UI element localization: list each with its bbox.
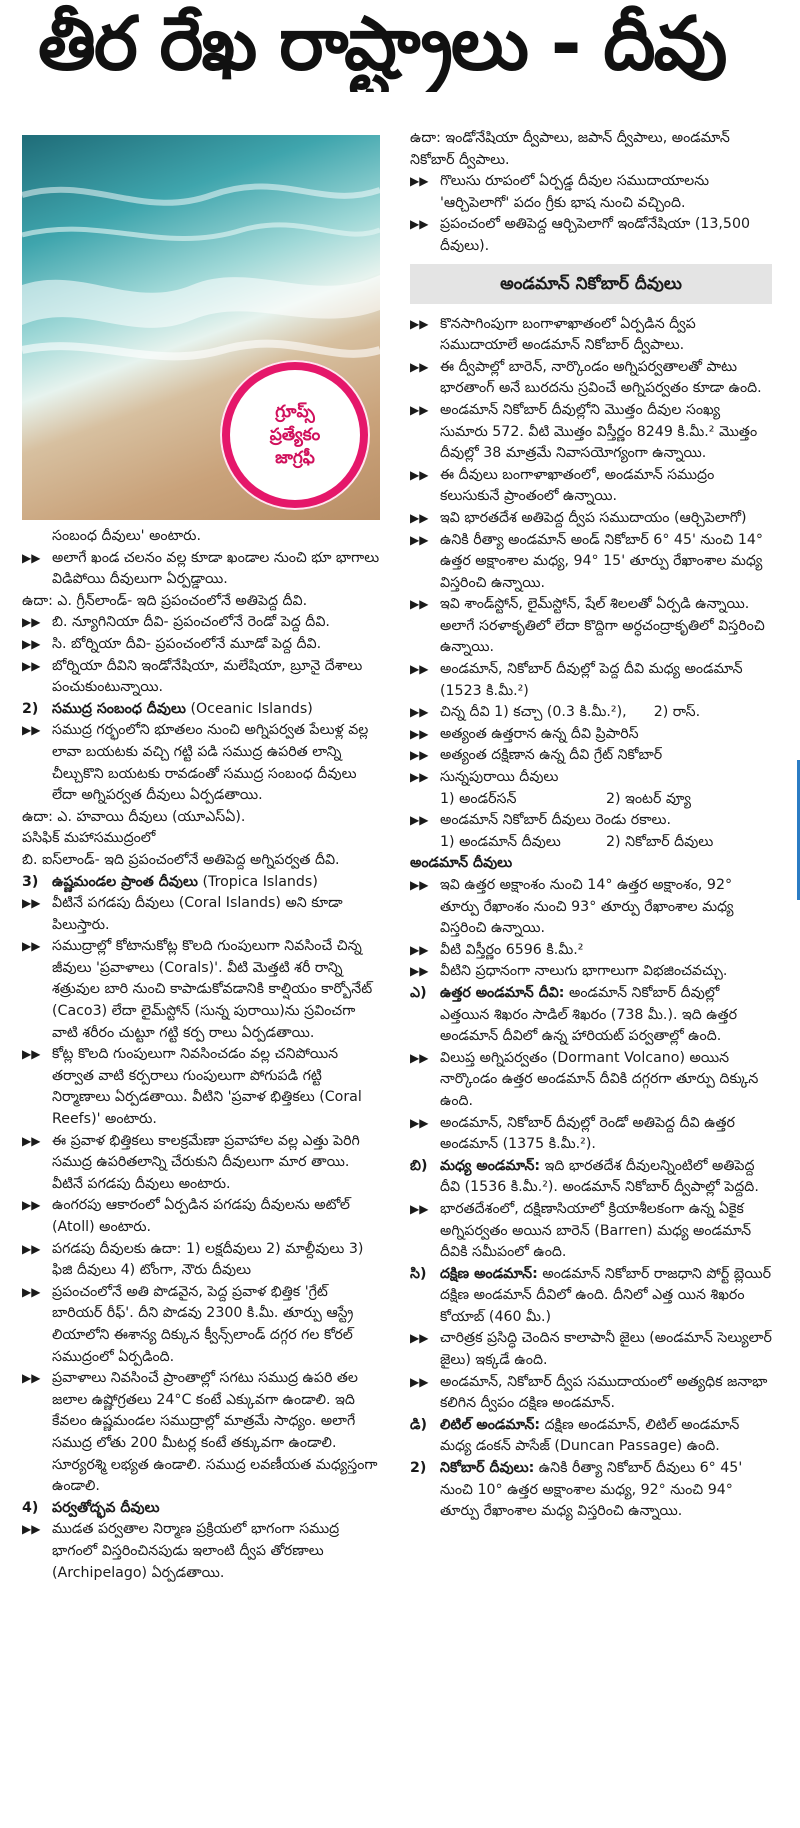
arrow-bullet-icon: ▶▶ bbox=[410, 532, 429, 547]
badge-line-1: గ్రూప్స్ bbox=[275, 401, 315, 422]
arrow-bullet-icon: ▶▶ bbox=[410, 705, 429, 720]
bullet-item: ▶▶ ఈ ప్రవాళ భిత్తికలు కాలక్రమేణా ప్రవాహాల వల్ల ఎత్తు పెరిగి సముద్ర ఉపరితలాన్ని చేరుకుని దీవులుగా మార తాయి. వీటినే పగడపు దీవులు అంటారు. bbox=[22, 1132, 360, 1192]
bullet-item: ▶▶ భారతదేశంలో, దక్షిణాసియాలో క్రియాశీలకంగా ఉన్న ఏకైక అగ్నిపర్వతం అయిన బారెన్ (Barren) మధ్య అండమాన్ దీవికి సమీపంలో ఉంది. bbox=[410, 1200, 752, 1261]
bullet-item: ▶▶ అండమాన్, నికోబార్ దీవుల్లో రెండో అతిపెద్ద దీవి ఉత్తర అండమాన్ (1375 కి.మీ.²). bbox=[410, 1114, 735, 1153]
arrow-bullet-icon: ▶▶ bbox=[410, 770, 429, 785]
bullet-item: ▶▶ ఉంగరపు ఆకారంలో ఏర్పడిన పగడపు దీవులను అటోల్ (Atoll) అంటారు. bbox=[22, 1197, 350, 1235]
paragraph: పసిఫిక్ మహాసముద్రంలో bbox=[22, 830, 156, 847]
arrow-bullet-icon: ▶▶ bbox=[410, 813, 429, 828]
arrow-bullet-icon: ▶▶ bbox=[410, 1201, 429, 1216]
paragraph: ఉదా: ఎ. హవాయి దీవులు (యూఎస్ఏ). bbox=[22, 808, 246, 825]
arrow-bullet-icon: ▶▶ bbox=[410, 878, 429, 892]
arrow-bullet-icon: ▶▶ bbox=[22, 1284, 41, 1299]
bullet-item: ▶▶ అండమాన్, నికోబార్ దీవుల్లో పెద్ద దీవి మధ్య అండమాన్ (1523 కి.మీ.²) bbox=[410, 661, 743, 699]
two-column-list: 1) అండర్‌సన్ 2) ఇంటర్ వ్యూ bbox=[440, 790, 691, 807]
bullet-item: ▶▶ ఇవి ఉత్తర అక్షాంశం నుంచి 14° ఉత్తర అక్షాంశం, 92° తూర్పు రేఖాంశం నుంచి 93° తూర్పు రేఖాంశాల మధ్య విస్తరించి ఉన్నాయి. bbox=[410, 877, 734, 937]
arrow-bullet-icon: ▶▶ bbox=[410, 748, 429, 763]
paragraph: ఉదా: ఇండోనేషియా ద్వీపాలు, జపాన్ ద్వీపాలు, అండమాన్ నికోబార్ ద్వీపాలు. bbox=[410, 130, 730, 168]
arrow-bullet-icon: ▶▶ bbox=[22, 550, 41, 565]
arrow-bullet-icon: ▶▶ bbox=[410, 1115, 429, 1130]
lettered-item: డి) లిటిల్ అండమాన్: దక్షిణ అండమాన్, లిటిల్ అండమాన్ మధ్య డంకన్ పాసేజ్ (Duncan Passage) ఉంది. bbox=[410, 1416, 740, 1455]
paragraph: ఉదా: ఎ. గ్రీన్‌లాండ్- ఇది ప్రపంచంలోనే అతిపెద్ద దీవి. bbox=[22, 592, 308, 609]
arrow-bullet-icon: ▶▶ bbox=[410, 359, 429, 374]
bullet-item: ▶▶ కోట్ల కొలది గుంపులుగా నివసించడం వల్ల చనిపోయిన తర్వాత వాటి కర్పరాలు గుంపులుగా పోగుపడి గట్టి నిర్మాణాలు ఏర్పడతాయి. వీటిని 'ప్రవాళ భిత్తికలు (Coral Reefs)' అంటారు. bbox=[22, 1046, 362, 1128]
section-heading: 4) పర్వతోద్భవ దీవులు bbox=[22, 1499, 160, 1516]
arrow-bullet-icon: ▶▶ bbox=[22, 1522, 41, 1537]
arrow-bullet-icon: ▶▶ bbox=[22, 723, 41, 738]
arrow-bullet-icon: ▶▶ bbox=[410, 402, 429, 417]
paragraph: బి. ఐస్‌లాండ్- ఇది ప్రపంచంలోనే అతిపెద్ద అగ్నిపర్వత దీవి. bbox=[22, 851, 340, 868]
bullet-item: ▶▶ వీటినే పగడపు దీవులు (Coral Islands) అని కూడా పిలుస్తారు. bbox=[22, 895, 343, 933]
bullet-item: ▶▶ అండమాన్ నికోబార్ దీవుల్లోని మొత్తం దీవుల సంఖ్య సుమారు 572. వీటి మొత్తం విస్తీర్ణం 8249 కి.మీ.² మొత్తం దీవుల్లో 38 మాత్రమే నివాసయోగ్యంగా ఉన్నాయి. bbox=[410, 401, 758, 462]
arrow-bullet-icon: ▶▶ bbox=[410, 964, 429, 979]
lettered-item: సి) దక్షిణ అండమాన్: అండమాన్ నికోబార్ రాజధాని పోర్ట్ బ్లెయిర్ దక్షిణ అండమాన్ దీవిలో ఉంది. దీనిలో ఎత్త యిన శిఖరం కోయాబ్ (460 మీ.) bbox=[410, 1265, 772, 1325]
lettered-item: ఎ) ఉత్తర అండమాన్ దీవి: అండమాన్ నికోబార్ దీవుల్లో ఎత్తయిన శిఖరం సాడిల్ శిఖరం (738 మీ.). ఇది ఉత్తర అండమాన్ దీవిలో ఉన్న హారియట్ పర్వతాల్లో ఉంది. bbox=[410, 984, 738, 1045]
bullet-item: ▶▶ కొనసాగింపుగా బంగాళాఖాతంలో ఏర్పడిన ద్వీప సముదాయాలే అండమాన్ నికోబార్ ద్వీపాలు. bbox=[410, 315, 696, 354]
arrow-bullet-icon: ▶▶ bbox=[410, 174, 429, 189]
bullet-item: ▶▶ ఉనికి రీత్యా అండమాన్ అండ్ నికోబార్ 6° 45' నుంచి 14° ఉత్తర అక్షాంశాల మధ్య, 94° 15' తూర్పు రేఖాంశాల మధ్య విస్తరించి ఉన్నాయి. bbox=[410, 531, 763, 591]
bullet-item: ▶▶ ఇవి భారతదేశ అతిపెద్ద ద్వీప సముదాయం (ఆర్చిపెలాగో) bbox=[410, 508, 772, 530]
badge-line-2: ప్రత్యేకం bbox=[269, 424, 321, 445]
bullet-item: ▶▶ ఈ దీవులు బంగాళాఖాతంలో, అండమాన్ సముద్రం కలుసుకునే ప్రాంతంలో ఉన్నాయి. bbox=[410, 466, 715, 505]
bullet-item: ▶▶ వీటి విస్తీర్ణం 6596 కి.మీ.² bbox=[410, 940, 772, 962]
arrow-bullet-icon: ▶▶ bbox=[410, 942, 429, 957]
arrow-bullet-icon: ▶▶ bbox=[410, 316, 429, 331]
arrow-bullet-icon: ▶▶ bbox=[22, 615, 41, 630]
bullet-item: ▶▶ ప్రపంచంలో అతిపెద్ద ఆర్చిపెలాగో ఇండోనేషియా (13,500 దీవులు). bbox=[410, 216, 750, 254]
section-heading: 3) ఉష్ణమండల ప్రాంత దీవులు (Tropica Islands) bbox=[22, 873, 318, 890]
bullet-item: ▶▶ అత్యంత ఉత్తరాన ఉన్న దీవి ప్రిపారిస్ bbox=[410, 724, 772, 746]
arrow-bullet-icon: ▶▶ bbox=[22, 1241, 41, 1256]
badge-line-3: జాగ్రఫీ bbox=[275, 447, 315, 468]
section-box-heading: అండమాన్ నికోబార్ దీవులు bbox=[410, 264, 772, 304]
bullet-item: ▶▶ అండమాన్, నికోబార్ ద్వీప సముదాయంలో అత్యధిక జనాభా కలిగిన ద్వీపం దక్షిణ అండమాన్. bbox=[410, 1373, 768, 1412]
arrow-bullet-icon: ▶▶ bbox=[410, 1050, 429, 1065]
left-column bbox=[22, 526, 382, 1584]
arrow-bullet-icon: ▶▶ bbox=[410, 726, 429, 741]
arrow-bullet-icon: ▶▶ bbox=[22, 1133, 41, 1148]
bullet-item: ▶▶ సున్నపురాయి దీవులు bbox=[410, 767, 772, 789]
bullet-item: ▶▶ బోర్నియా దీవిని ఇండోనేషియా, మలేషియా, బ్రూనై దేశాలు పంచుకుంటున్నాయి. bbox=[22, 657, 363, 696]
numbered-item: 2) నికోబార్ దీవులు: ఉనికి రీత్యా నికోబార్ దీవులు 6° 45' నుంచి 10° ఉత్తర అక్షాంశాల మధ్య, 92° నుంచి 94° తూర్పు రేఖాంశాల మధ్య విస్తరించి ఉన్నాయి. bbox=[410, 1460, 743, 1520]
arrow-bullet-icon: ▶▶ bbox=[410, 510, 429, 525]
arrow-bullet-icon: ▶▶ bbox=[410, 597, 429, 612]
bullet-item: ▶▶ అలాగే ఖండ చలనం వల్ల కూడా ఖండాల నుంచి భూ భాగాలు విడిపోయి దీవులుగా ఏర్పడ్డాయి. bbox=[22, 549, 380, 588]
bullet-item: ▶▶ చిన్న దీవి 1) కచ్చా (0.3 కి.మీ.²), 2) రాస్. bbox=[410, 702, 772, 724]
bullet-item: ▶▶ పగడపు దీవులకు ఉదా: 1) లక్షదీవులు 2) మాల్దీవులు 3) ఫిజి దీవులు 4) టోంగా, నౌరు దీవులు bbox=[22, 1240, 364, 1279]
bullet-item: ▶▶ వీటిని ప్రధానంగా నాలుగు భాగాలుగా విభజించవచ్చు. bbox=[410, 961, 772, 983]
arrow-bullet-icon: ▶▶ bbox=[410, 662, 429, 677]
arrow-bullet-icon: ▶▶ bbox=[22, 1371, 41, 1386]
bullet-item: ▶▶ సముద్ర గర్భంలోని భూతలం నుంచి అగ్నిపర్వత పేలుళ్ల వల్ల లావా బయటకు వచ్చి గట్టి పడి సముద్ర ఉపరిత లాన్ని చీల్చుకొని బయటకు రావడంతో సముద్ర సంబంధ దీవులు లేదా అగ్నిపర్వత దీవులు ఏర్పడతాయి. bbox=[22, 722, 369, 804]
bullet-item: ▶▶ ప్రవాళాలు నివసించే ప్రాంతాల్లో సగటు సముద్ర ఉపరి తల జలాల ఉష్ణోగ్రతలు 24°C కంటే ఎక్కువగా ఉండాలి. ఇది కేవలం ఉష్ణమండల సముద్రాల్లో మాత్రమే సాధ్యం. అలాగే సముద్ర లోతు 200 మీటర్ల కంటే తక్కువగా ఉండాలి. సూర్యరశ్మి లభ్యత ఉండాలి. సముద్ర లవణీయత మధ్యస్తంగా ఉండాలి. bbox=[22, 1370, 378, 1495]
arrow-bullet-icon: ▶▶ bbox=[410, 217, 429, 232]
subsection-heading: అండమాన్ దీవులు bbox=[410, 855, 513, 872]
page-title: తీర రేఖ రాష్ట్రాలు - దీవు bbox=[38, 1, 726, 87]
two-column-list: 1) అండమాన్ దీవులు 2) నికోబార్ దీవులు bbox=[440, 833, 714, 850]
section-heading: 2) సముద్ర సంబంధ దీవులు (Oceanic Islands) bbox=[22, 700, 313, 717]
section-badge bbox=[220, 360, 370, 510]
bullet-item: ▶▶ అత్యంత దక్షిణాన ఉన్న దీవి గ్రేట్ నికోబార్ bbox=[410, 745, 772, 767]
bullet-item: ▶▶ ముడత పర్వతాల నిర్మాణ ప్రక్రియలో భాగంగా సముద్ర భాగంలో విస్తరించినపుడు ఇలాంటి ద్వీప తోరణాలు (Archipelago) ఏర్పడతాయి. bbox=[22, 1521, 340, 1581]
arrow-bullet-icon: ▶▶ bbox=[22, 896, 41, 911]
bullet-item: ▶▶ విలుప్త అగ్నిపర్వతం (Dormant Volcano) అయిన నార్కొండం ఉత్తర అండమాన్ దీవికి దగ్గరగా తూర్పు దిక్కున ఉంది. bbox=[410, 1049, 759, 1109]
bullet-item: ▶▶ చారిత్రక ప్రసిద్ధి చెందిన కాలాపానీ జైలు (అండమాన్ సెల్యులార్ జైలు) ఇక్కడే ఉంది. bbox=[410, 1330, 772, 1369]
arrow-bullet-icon: ▶▶ bbox=[22, 939, 41, 954]
bullet-item: ▶▶ బి. న్యూగినియా దీవి- ప్రపంచంలోనే రెండో పెద్ద దీవి. bbox=[22, 612, 382, 634]
lettered-item: బి) మధ్య అండమాన్: ఇది భారతదేశ దీవులన్నింటిలో అతిపెద్ద దీవి (1536 కి.మీ.²). అండమాన్ నికోబార్ ద్వీపాల్లో పెద్దది. bbox=[410, 1157, 759, 1196]
bullet-item: ▶▶ ఇవి శాండ్‌స్టోన్, లైమ్‌స్టోన్, షేల్ శిలలతో ఏర్పడి ఉన్నాయి. అలాగే సరళాకృతిలో లేదా కొద్దిగా అర్ధచంద్రాకృతిలో విస్తరించి ఉన్నాయి. bbox=[410, 596, 765, 656]
right-column bbox=[410, 128, 772, 1523]
arrow-bullet-icon: ▶▶ bbox=[410, 1331, 429, 1346]
paragraph: సంబంధ దీవులు' అంటారు. bbox=[52, 528, 201, 544]
bullet-item: ▶▶ గొలుసు రూపంలో ఏర్పడ్డ దీవుల సముదాయాలను 'ఆర్చిపెలాగో' పదం గ్రీకు భాష నుంచి వచ్చింది. bbox=[410, 173, 710, 211]
arrow-bullet-icon: ▶▶ bbox=[22, 636, 41, 651]
bullet-item: ▶▶ సముద్రాల్లో కోటానుకోట్ల కొలది గుంపులుగా నివసించే చిన్న జీవులు 'ప్రవాళాలు (Corals)'. వీటి మెత్తటి శరీ రాన్ని శత్రువుల బారి నుంచి కాపాడుకోవడానికి కాల్షియం కార్బోనేట్ (Caco3) లేదా లైమ్‌స్టోన్ (సున్న పురాయి)ను స్రవించగా వాటి శరీరం చుట్టూ గట్టి కర్ప రాలు ఏర్పడతాయి. bbox=[22, 938, 373, 1041]
beach-photo bbox=[22, 135, 380, 520]
arrow-bullet-icon: ▶▶ bbox=[22, 1047, 41, 1062]
arrow-bullet-icon: ▶▶ bbox=[22, 658, 41, 673]
bullet-item: ▶▶ ఈ ద్వీపాల్లో బారెన్, నార్కొండం అగ్నిపర్వతాలతో పాటు భారతాంగ్ అనే బురదను స్రవించే అగ్నిపర్వతం కూడా ఉంది. bbox=[410, 358, 762, 397]
arrow-bullet-icon: ▶▶ bbox=[22, 1198, 41, 1213]
arrow-bullet-icon: ▶▶ bbox=[410, 467, 429, 482]
bullet-item: ▶▶ సి. బోర్నియా దీవి- ప్రపంచంలోనే మూడో పెద్ద దీవి. bbox=[22, 634, 382, 656]
bullet-item: ▶▶ ప్రపంచంలోనే అతి పొడవైన, పెద్ద ప్రవాళ భిత్తిక 'గ్రేట్ బారియర్ రీఫ్'. దీని పొడవు 2300 కి.మీ. తూర్పు ఆస్ట్రే లియాలోని ఈశాన్య దిక్కున క్వీన్స్‌లాండ్ దగ్గర గల కోరల్ సముద్రంలో ఏర్పడింది. bbox=[22, 1283, 354, 1365]
bullet-item: ▶▶ అండమాన్ నికోబార్ దీవులు రెండు రకాలు. bbox=[410, 810, 772, 832]
arrow-bullet-icon: ▶▶ bbox=[410, 1374, 429, 1389]
